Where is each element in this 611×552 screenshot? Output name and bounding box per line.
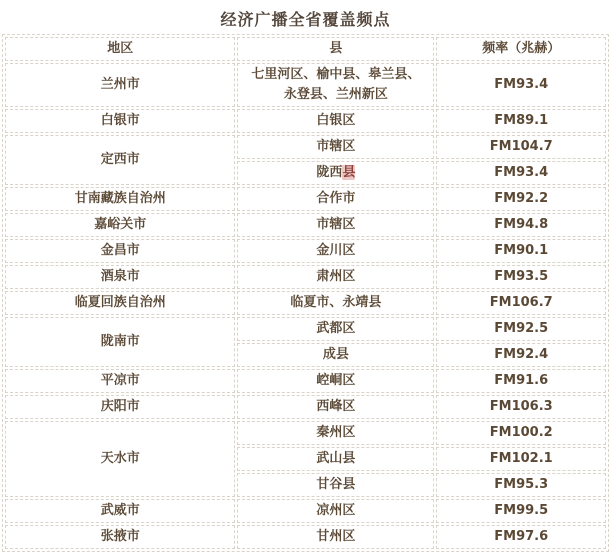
highlighted-character: 县	[342, 165, 356, 180]
region-cell: 临夏回族自治州	[5, 291, 235, 315]
region-cell: 武威市	[5, 499, 235, 523]
table-body	[5, 63, 606, 549]
table-row	[5, 187, 606, 211]
region-cell: 陇南市	[5, 317, 235, 367]
county-cell: 凉州区	[237, 499, 434, 523]
table-row	[5, 525, 606, 549]
header-row	[5, 37, 606, 61]
column-header-frequency: 频率（兆赫）	[436, 37, 606, 61]
region-cell: 平凉市	[5, 369, 235, 393]
frequency-cell: FM99.5	[436, 499, 606, 523]
table-row	[5, 265, 606, 289]
column-header-county: 县	[237, 37, 434, 61]
coverage-table	[2, 34, 609, 552]
county-cell: 临夏市、永靖县	[237, 291, 434, 315]
table-row	[5, 395, 606, 419]
county-cell: 市辖区	[237, 135, 434, 159]
frequency-cell: FM92.4	[436, 343, 606, 367]
frequency-cell: FM97.6	[436, 525, 606, 549]
frequency-cell: FM93.4	[436, 63, 606, 107]
frequency-cell: FM92.5	[436, 317, 606, 341]
county-cell: 甘州区	[237, 525, 434, 549]
table-row	[5, 109, 606, 133]
county-cell: 武山县	[237, 447, 434, 471]
table-row	[5, 499, 606, 523]
table-row	[5, 239, 606, 263]
frequency-cell: FM100.2	[436, 421, 606, 445]
county-cell: 秦州区	[237, 421, 434, 445]
region-cell: 嘉峪关市	[5, 213, 235, 237]
county-cell: 白银区	[237, 109, 434, 133]
county-cell: 崆峒区	[237, 369, 434, 393]
page-title: 经济广播全省覆盖频点	[220, 10, 391, 29]
frequency-cell: FM106.3	[436, 395, 606, 419]
region-cell: 甘南藏族自治州	[5, 187, 235, 211]
region-cell: 兰州市	[5, 63, 235, 107]
frequency-cell: FM93.5	[436, 265, 606, 289]
frequency-cell: FM106.7	[436, 291, 606, 315]
frequency-cell: FM91.6	[436, 369, 606, 393]
region-cell: 天水市	[5, 421, 235, 497]
table-row	[5, 369, 606, 393]
county-cell: 武都区	[237, 317, 434, 341]
county-cell: 合作市	[237, 187, 434, 211]
county-cell: 金川区	[237, 239, 434, 263]
table-row	[5, 63, 606, 107]
region-cell: 定西市	[5, 135, 235, 185]
column-header-region: 地区	[5, 37, 235, 61]
county-cell: 陇西县	[237, 161, 434, 185]
table-row	[5, 421, 606, 445]
county-cell: 肃州区	[237, 265, 434, 289]
region-cell: 张掖市	[5, 525, 235, 549]
table-row	[5, 291, 606, 315]
frequency-cell: FM93.4	[436, 161, 606, 185]
table-header	[5, 37, 606, 61]
frequency-cell: FM102.1	[436, 447, 606, 471]
region-cell: 金昌市	[5, 239, 235, 263]
frequency-cell: FM94.8	[436, 213, 606, 237]
table-row	[5, 213, 606, 237]
frequency-cell: FM90.1	[436, 239, 606, 263]
frequency-cell: FM92.2	[436, 187, 606, 211]
frequency-cell: FM95.3	[436, 473, 606, 497]
table-row	[5, 317, 606, 341]
county-cell: 西峰区	[237, 395, 434, 419]
county-cell: 成县	[237, 343, 434, 367]
county-cell: 七里河区、榆中县、皋兰县、永登县、兰州新区	[237, 63, 434, 107]
county-cell: 甘谷县	[237, 473, 434, 497]
region-cell: 酒泉市	[5, 265, 235, 289]
table-row	[5, 135, 606, 159]
frequency-cell: FM89.1	[436, 109, 606, 133]
county-cell: 市辖区	[237, 213, 434, 237]
region-cell: 庆阳市	[5, 395, 235, 419]
region-cell: 白银市	[5, 109, 235, 133]
frequency-cell: FM104.7	[436, 135, 606, 159]
